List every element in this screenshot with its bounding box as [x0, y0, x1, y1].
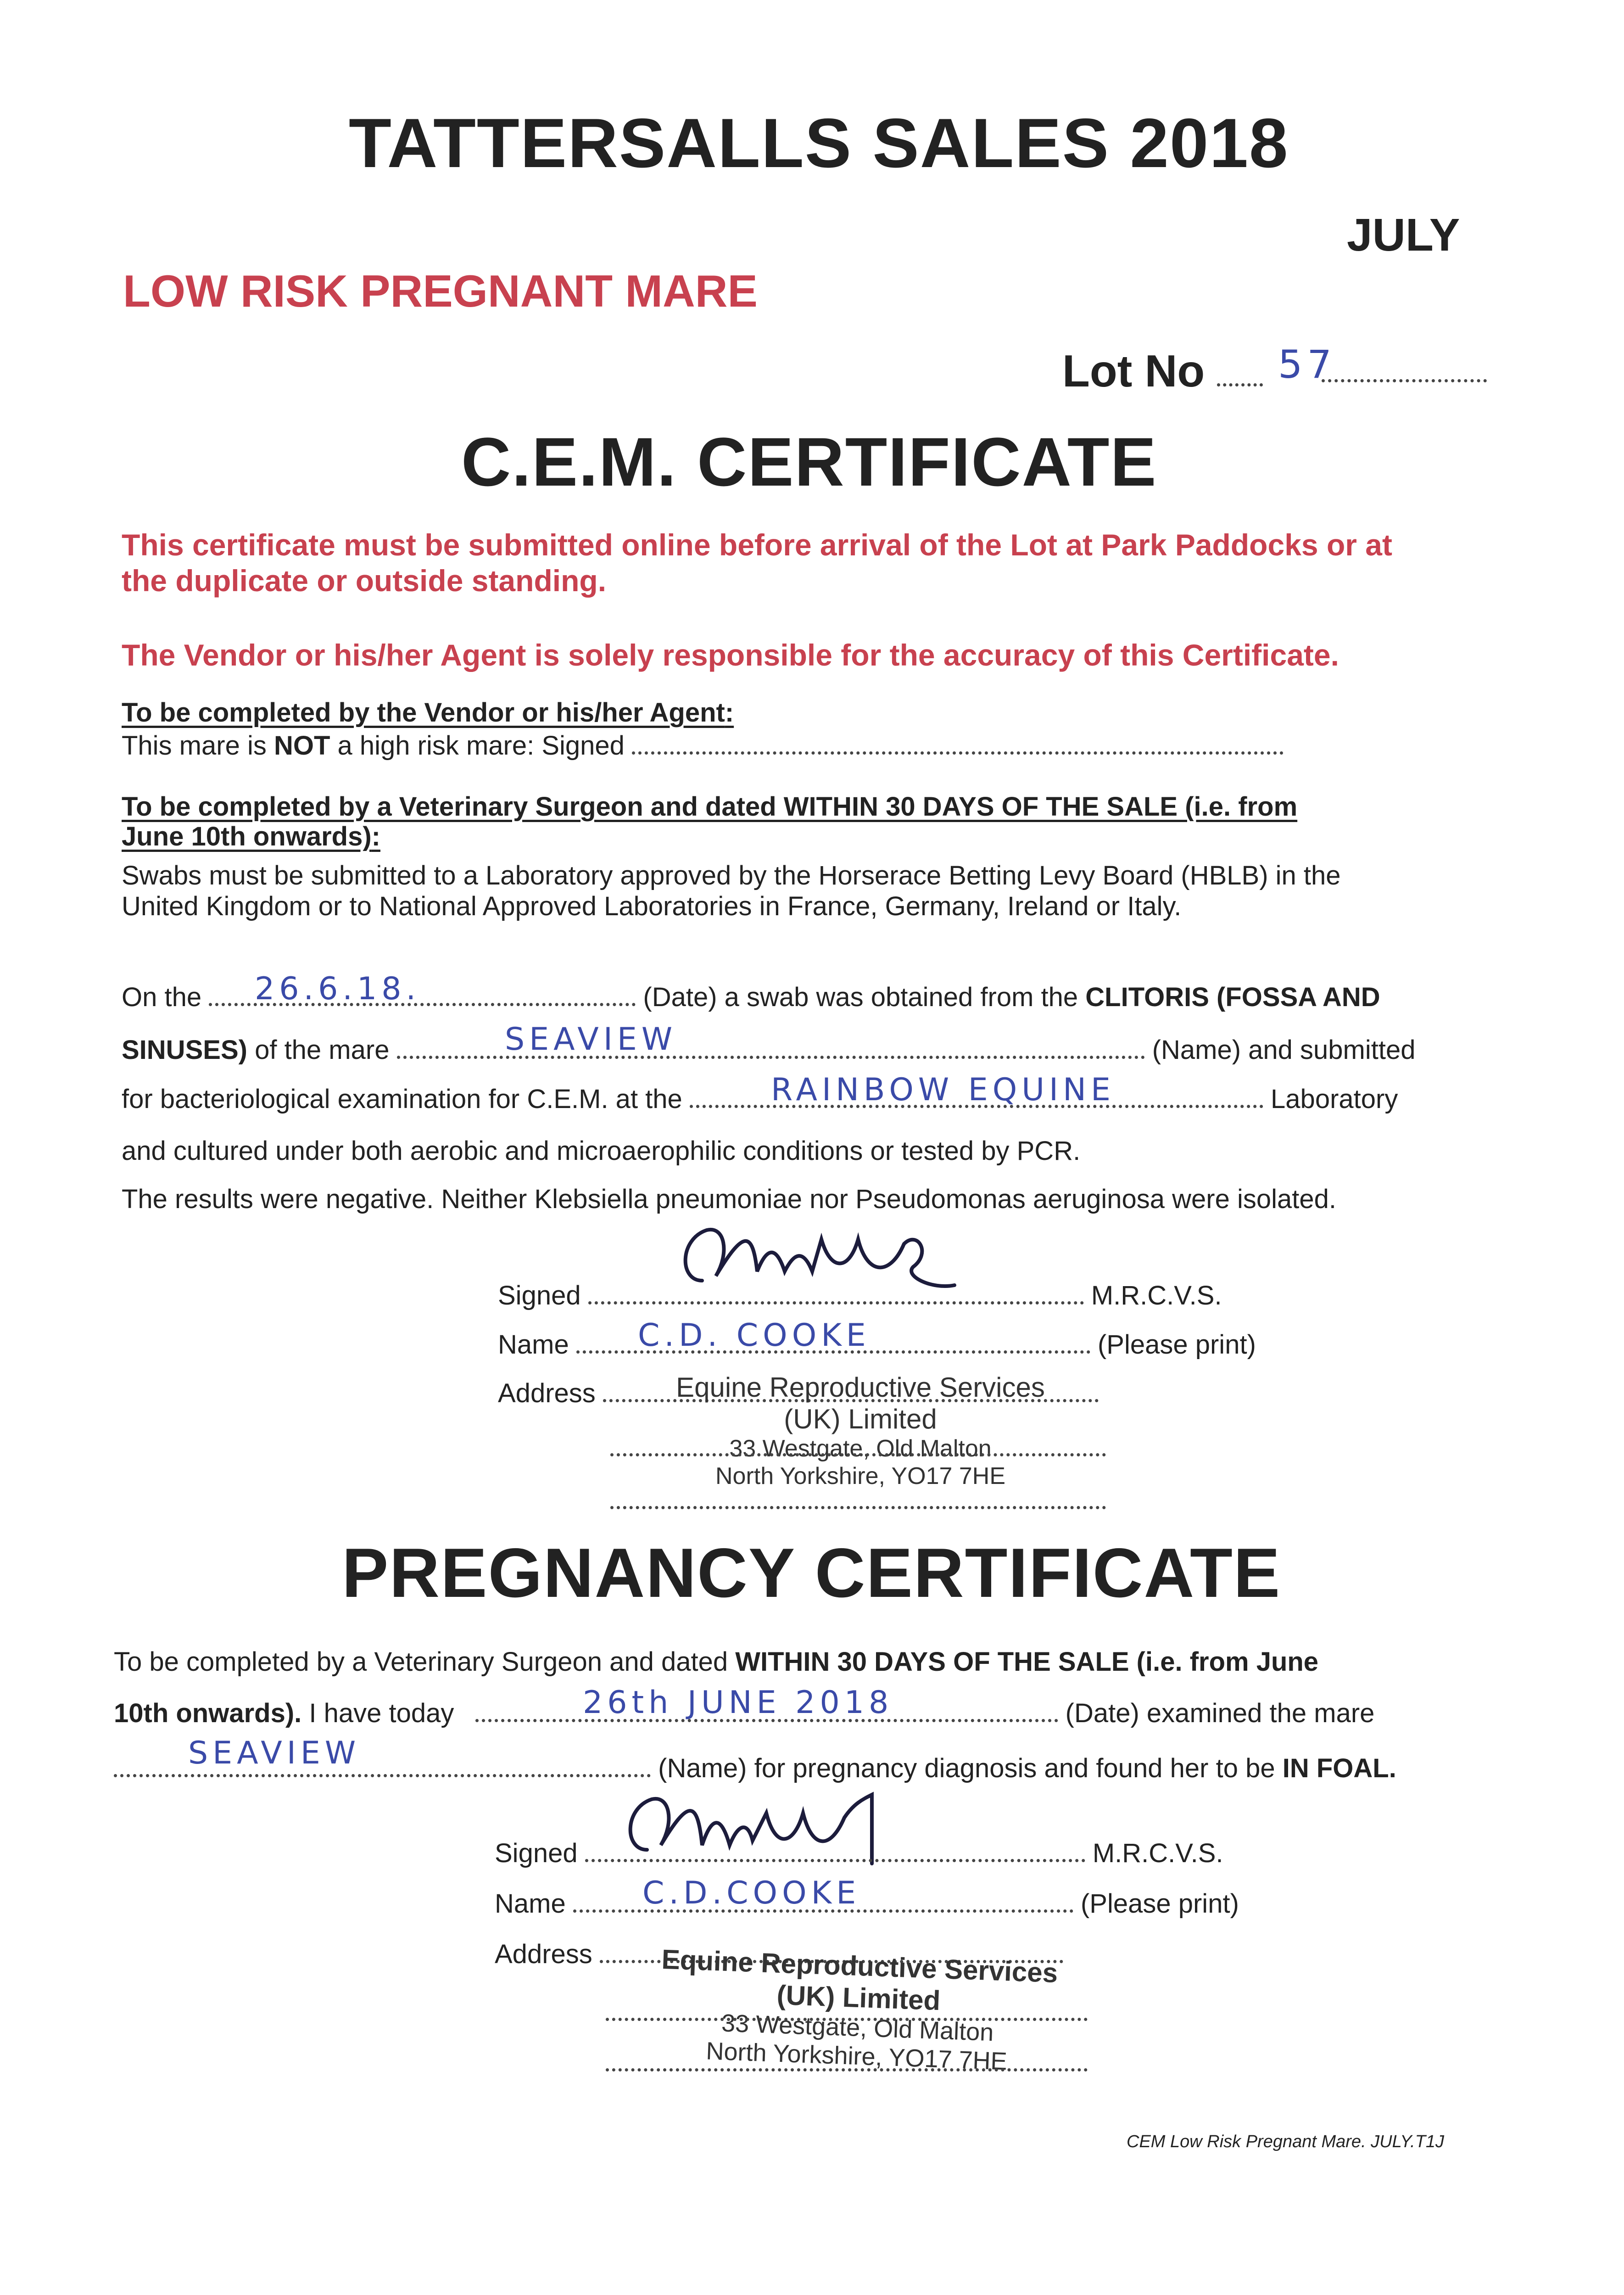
lot-label: Lot No	[1062, 346, 1205, 396]
pregnancy-line1: To be completed by a Veterinary Surgeon and dated WITHIN 30 DAYS OF THE SALE (i.e. from June	[114, 1647, 1319, 1677]
cem-heading: C.E.M. CERTIFICATE	[461, 423, 1157, 500]
pregnancy-exam-date-value: 26th JUNE 2018	[583, 1685, 893, 1721]
cem-address-line3: 33 Westgate, Old Malton	[729, 1435, 992, 1462]
pregnancy-signed-line: Signed M.R.C.V.S.	[495, 1838, 1223, 1868]
pregnancy-address-line3: 33 Westgate, Old Malton	[721, 2009, 994, 2047]
swab-date-line: On the (Date) a swab was obtained from the CLITORIS (FOSSA AND	[122, 982, 1380, 1012]
swab-requirement-line1: Swabs must be submitted to a Laboratory approved by the Horserace Betting Levy Board (HBLB) in the	[122, 861, 1341, 890]
test-results: The results were negative. Neither Klebsiella pneumoniae nor Pseudomonas aeruginosa were isolated.	[122, 1184, 1336, 1214]
sale-month: JULY	[1347, 209, 1460, 261]
submission-notice-line2: the duplicate or outside standing.	[122, 564, 607, 598]
pregnancy-address-line4: North Yorkshire, YO17 7HE	[705, 2037, 1008, 2076]
pregnancy-address-line2: (UK) Limited	[776, 1979, 941, 2016]
cem-name-line: Name (Please print)	[498, 1330, 1256, 1360]
vet-section-heading-line2: June 10th onwards):	[122, 822, 380, 851]
cem-address-label: Address	[498, 1378, 1099, 1409]
mare-name-line: SINUSES) of the mare (Name) and submitted	[122, 1035, 1416, 1065]
cem-address-line2: (UK) Limited	[784, 1404, 937, 1434]
mare-name-value: SEAVIEW	[505, 1021, 677, 1058]
cem-signed-line: Signed M.R.C.V.S.	[498, 1281, 1222, 1310]
form-code: CEM Low Risk Pregnant Mare. JULY.T1J	[1127, 2132, 1445, 2151]
pregnancy-address-line1: Equine Reproductive Services	[661, 1943, 1059, 1989]
cem-vet-name-value: C.D. COOKE	[638, 1317, 871, 1354]
certificate-category: LOW RISK PREGNANT MARE	[123, 266, 758, 316]
pregnancy-address-label: Address	[495, 1939, 1063, 1970]
pregnancy-address-stamp	[606, 1942, 1110, 2079]
laboratory-line: for bacteriological examination for C.E.M. at the Laboratory	[122, 1084, 1398, 1114]
cem-address-line4: North Yorkshire, YO17 7HE	[715, 1463, 1006, 1489]
vendor-section-heading: To be completed by the Vendor or his/her Agent:	[122, 698, 734, 728]
cem-address-line1: Equine Reproductive Services	[676, 1372, 1045, 1403]
pregnancy-heading: PREGNANCY CERTIFICATE	[342, 1534, 1281, 1612]
vet-section-heading-line1: To be completed by a Veterinary Surgeon and dated WITHIN 30 DAYS OF THE SALE (i.e. from	[122, 792, 1298, 822]
document-title: TATTERSALLS SALES 2018	[349, 104, 1289, 182]
pregnancy-vet-name-value: C.D.COOKE	[642, 1875, 861, 1911]
vendor-declaration: This mare is NOT a high risk mare: Signed	[122, 731, 1284, 761]
responsibility-notice: The Vendor or his/her Agent is solely responsible for the accuracy of this Certificate.	[122, 638, 1339, 672]
pregnancy-name-line: Name (Please print)	[495, 1889, 1239, 1919]
pregnancy-line3: (Name) for pregnancy diagnosis and found her to be IN FOAL.	[114, 1753, 1396, 1784]
pregnancy-line2: 10th onwards). I have today (Date) examined the mare	[114, 1698, 1375, 1728]
swab-date-value: 26.6.18.	[255, 971, 421, 1007]
submission-notice-line1: This certificate must be submitted online before arrival of the Lot at Park Paddocks or at	[122, 528, 1392, 562]
lot-number-value: 57	[1278, 342, 1336, 387]
pregnancy-mare-name-value: SEAVIEW	[188, 1735, 361, 1771]
culture-conditions: and cultured under both aerobic and microaerophilic conditions or tested by PCR.	[122, 1136, 1081, 1166]
lot-number-label	[1062, 345, 1263, 397]
cem-address-stamp	[610, 1371, 1111, 1490]
swab-requirement-line2: United Kingdom or to National Approved Laboratories in France, Germany, Ireland or Italy.	[122, 891, 1182, 921]
laboratory-name-value: RAINBOW EQUINE	[771, 1072, 1115, 1108]
